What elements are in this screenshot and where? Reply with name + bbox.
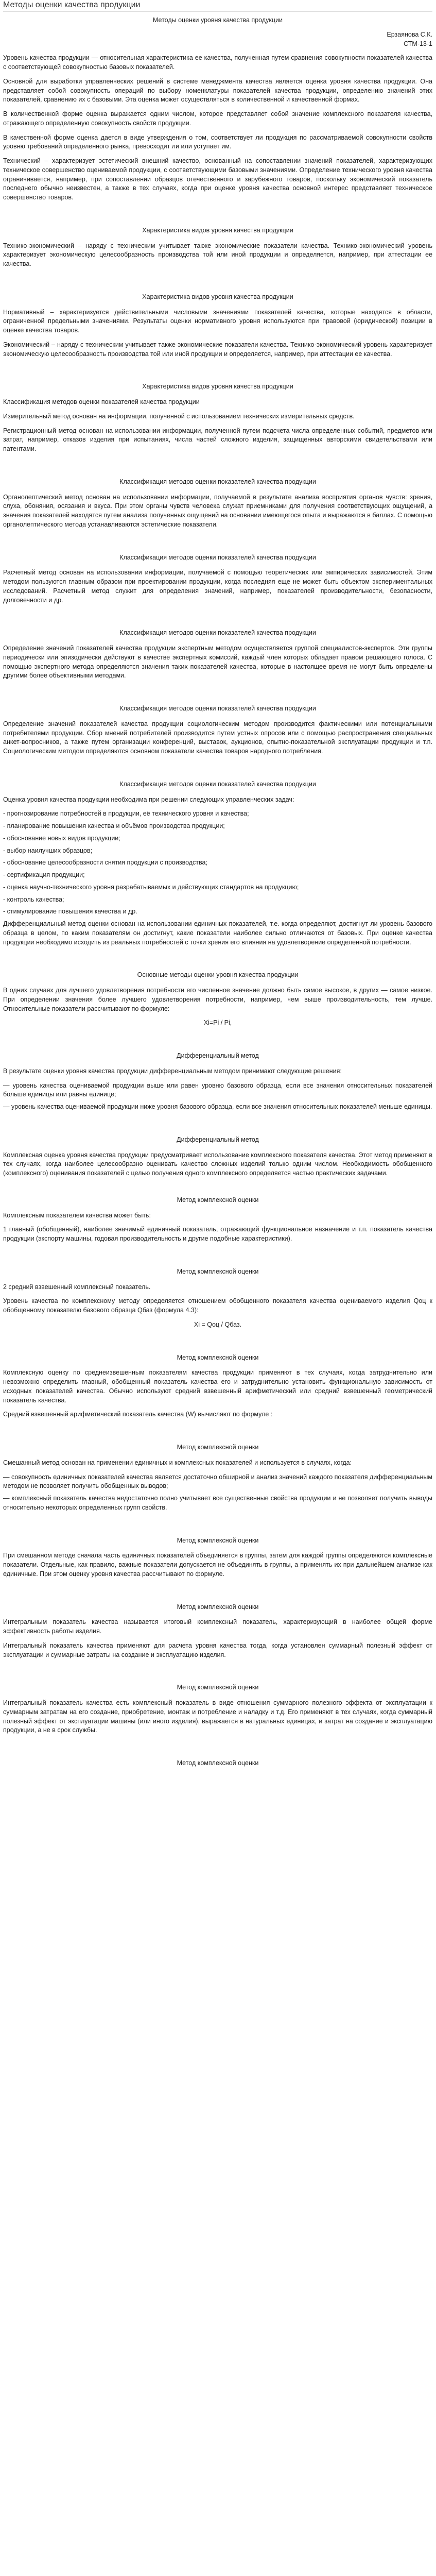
list-item: - обоснование целесообразности снятия продукции с производства; [3,859,207,867]
section-paragraph: Комплексным показателем качества может быть: [3,1211,151,1219]
intro-section [3,54,432,202]
section-paragraph: Технико-экономический – наряду с техническим учитывает также экономические показатели качества. Технико-экономический уровень характеризует экономическую целесообразность производства той или иной продукции и определяется, например, при аттестации ее качества. [3,242,432,267]
section-heading: Метод комплексной оценки [177,1444,259,1451]
document-body [3,12,432,1768]
section-paragraph: Средний взвешенный арифметический показатель качества (W) вычисляют по формуле : [3,1411,273,1418]
section-paragraph: Интегральный показатель качества есть комплексный показатель в виде отношения суммарного полезного эффекта от эксплуатации к суммарным затратам на его создание, приобретение, монтаж и потребление и наладку и т.д. Его применяют в тех случаях, когда суммарный полезный эффект от эксплуатации машины (или иного изделия), выражается в натуральных единицах, и затрат на создание и эксплуатацию продукции, а не в срок службы. [3,1699,432,1734]
section-paragraph: Измерительный метод основан на информации, полученной с использованием технических измерительных средств. [3,412,355,420]
section-heading: Характеристика видов уровня качества продукции [142,226,293,234]
section-heading: Основные методы оценки уровня качества продукции [137,971,299,979]
section-heading: Метод комплексной оценки [177,1684,259,1691]
section-paragraph: Регистрационный метод основан на использовании информации, полученной путем подсчета числа определенных событий, предметов или затрат, например, отказов изделия при испытаниях, числа частей сложного изделия, защищенных авторскими свидетельствами или патентами. [3,427,432,452]
formula: Xi=Pi / Pi, [203,1019,232,1027]
document-section [3,478,432,530]
section-heading: Дифференциальный метод [177,1052,259,1059]
list-item: - планирование повышения качества и объёмов производства продукции; [3,822,225,829]
section-paragraph: 2 средний взвешенный комплексный показатель. [3,1283,151,1291]
document-section [3,704,432,756]
section-heading: Классификация методов оценки показателей качества продукции [119,629,316,637]
group-code: СТМ-13-1 [404,40,432,47]
document-section [3,971,432,1028]
section-heading: Метод комплексной оценки [177,1267,259,1275]
document-section [3,1052,432,1112]
list-item: — совокупность единичных показателей качества является достаточно обширной и анализ значений каждого показателя дифференциальным методом не позволяет получить обобщенных выводов; [3,1473,432,1490]
list-item: — уровень качества оцениваемой продукции выше или равен уровню базового образца, если все значения относительных показателей больше единицы или равны единице; [3,1081,432,1098]
section-paragraph: Интегральный показатель качества применяют для расчета уровня качества тогда, когда установлен суммарный полезный эффект от эксплуатации и суммарные затраты на создание и эксплуатацию изделия. [3,1641,432,1658]
document-section [3,1443,432,1513]
section-paragraph: Органолептический метод основан на использовании информации, получаемой в результате анализа восприятия органов чувств: зрения, слуха, обоняния, осязания и вкуса. При этом органы чувств человека служат приемниками для получения соответствующих ощущений, а значения показателей находятся путем анализа полученных ощущений на основании имеющегося опыта и выражаются в баллах. С помощью органолептического метода устанавливаются эстетические показатели. [3,493,432,528]
section-paragraph: Нормативный – характеризуется действительными числовыми значениями показателей качества, которые находятся в области, ограниченной предельными значениями. Результаты оценки нормативного уровня используются при правовой (юридической) позиции в оценке качества товаров. [3,308,432,334]
formula: Xi = Qоц / Qбаз. [194,1320,242,1328]
sections-container [3,226,432,1768]
section-heading: Характеристика видов уровня качества продукции [142,293,293,300]
intro-paragraph: В количественной форме оценка выражается одним числом, которое представляет собой значение комплексного показателя качества, отражающего определенную совокупность свойств продукции. [3,110,432,127]
section-heading: Классификация методов оценки показателей качества продукции [119,780,316,788]
document-section [3,1603,432,1660]
section-paragraph: Смешанный метод основан на применении единичных и комплексных показателей и используется в случаях, когда: [3,1459,352,1466]
document-section [3,1683,432,1735]
page-title: Методы оценки качества продукции [3,0,432,12]
section-heading: Дифференциальный метод [177,1136,259,1143]
document-section [3,1353,432,1420]
document-section [3,553,432,605]
section-paragraph: Интегральным показатель качества называется итоговый комплексный показатель, характеризующий в наиболее общей форме эффективность работы изделия. [3,1618,432,1635]
document-subtitle: Методы оценки уровня качества продукции [153,16,283,24]
list-item: - выбор наилучших образцов; [3,846,93,854]
document-section [3,293,432,359]
section-paragraph: Комплексную оценку по среднеизвешенным показателям качества продукции применяют в тех случаях, когда затруднительно или невозможно определить главный, обобщенный показатель качества его и затруднительно установить функциональную зависимость от исходных показателей качества. Обычно используют средний взвешенный арифметический или средний взвешенный геометрический показатель качества. [3,1369,432,1404]
section-paragraph: Классификация методов оценки показателей качества продукции [3,398,200,405]
document-section [3,1196,432,1244]
document-section [3,1136,432,1178]
document-section [3,629,432,681]
list-item: - обоснование новых видов продукции; [3,834,120,842]
list-item: - стимулирование повышения качества и др. [3,908,137,916]
document-section [3,1759,432,1768]
list-item: — уровень качества оцениваемой продукции ниже уровня базового образца, если все значения относительных показателей меньше единицы. [3,1103,432,1110]
section-paragraph: Комплексная оценка уровня качества продукции предусматривает использование комплексного показателя качества. Этот метод применяют в тех случаях, когда наиболее целесообразно оценивать качество сложных изделий только одним числом. Необходимость обобщенного (комплексного) оценивания показателей с целью получения одного комплексного определяется частью практических задачами. [3,1151,432,1177]
list-item: — комплексный показатель качества недостаточно полно учитывает все существенные свойства продукции и не позволяет получить выводы относительно некоторых определенных групп свойств. [3,1495,432,1511]
section-heading: Метод комплексной оценки [177,1759,259,1767]
document-section [3,226,432,269]
section-heading: Характеристика видов уровня качества продукции [142,383,293,391]
intro-paragraph: Уровень качества продукции — относительная характеристика ее качества, полученная путем сравнения совокупности показателей качества с соответствующей совокупностью базовых показателей. [3,54,432,71]
section-paragraph: 1 главный (обобщенный), наиболее значимый единичный показатель, отражающий функциональное назначение и т.п. показатель качества продукции (экспорту машины, годовая производительность и другие подобные характеристики). [3,1226,432,1242]
document-section [3,382,432,454]
section-heading: Метод комплексной оценки [177,1353,259,1361]
section-paragraph: Определение значений показателей качества продукции социологическим методом производится фактическими или потенциальными потребителями продукции. Сбор мнений потребителей производится путем устных опросов или с помощью распространения специальных анкет-вопросников, а также путем организации конференций, выставок, аукционов, опытно-показательной эксплуатации продукции и т.п. Социологическим методом определяются основном показатели качества товаров народного потребления. [3,720,432,755]
section-heading: Классификация методов оценки показателей качества продукции [119,553,316,561]
section-heading: Метод комплексной оценки [177,1603,259,1611]
section-paragraph: В результате оценки уровня качества продукции дифференциальным методом принимают следующие решения: [3,1067,342,1075]
section-heading: Классификация методов оценки показателей качества продукции [119,478,316,485]
section-paragraph: Уровень качества по комплексному методу определяется отношением обобщенного показателя качества оцениваемого изделия Qоц к обобщенному показателю базового образца Qбаз (формула 4.3): [3,1297,432,1314]
list-item: - оценка научно-технического уровня разрабатываемых и действующих стандартов на продукцию; [3,883,299,891]
section-paragraph: Оценка уровня качества продукции необходима при решении следующих управленческих задач: [3,795,294,803]
section-heading: Метод комплексной оценки [177,1196,259,1204]
document-section [3,1536,432,1579]
intro-paragraph: Технический – характеризует эстетический внешний качество, основанный на сопоставлении значений показателей, характеризующих техническое совершенство оцениваемой продукции, с соответствующими базовыми значениями. Определение технического уровня качества ограничивается, например, при сопоставлении образцов отечественного и зарубежного товаров, поскольку экономический показатель последнего обычно неизвестен, а также в тех случаях, когда при оценке уровня качества основной интерес представляет техническое совершенство товаров. [3,157,432,201]
document-section [3,780,432,947]
intro-paragraph: В качественной форме оценка дается в виде утверждения о том, соответствует ли продукция по рассматриваемой совокупности свойств уровню требований определенного рынка, превосходит ли или уступает им. [3,133,432,150]
list-item: - контроль качества; [3,895,64,903]
section-paragraph: Расчетный метод основан на использовании информации, получаемой с помощью теоретических или эмпирических зависимостей. Этим методом пользуются главным образом при проектировании продукции, когда последняя еще не может быть объектом экспериментальных исследований. Расчетный метод служит для определения значений, например, показателей производительности, безопасности, долговечности и др. [3,569,432,604]
intro-paragraph: Основной для выработки управленческих решений в системе менеджмента качества является оценка уровня качества продукции. Она представляет собой совокупность операций по выбору номенклатуры показателей качества продукции, определению значений этих показателей, сравнению их с базовыми. Эта оценка может осуществляться в количественной и качественной формах. [3,77,432,104]
section-paragraph: Экономический – наряду с техническим учитывает также экономические показатели качества. Технико-экономический уровень характеризует экономическую целесообразность производства той или иной продукции и определяется, например, при аттестации ее качества. [3,341,432,358]
document-section [3,1267,432,1330]
section-paragraph: Определение значений показателей качества продукции экспертным методом осуществляется группой специалистов-экспертов. Эти группы периодически или эпизодически действуют в качестве экспертных комиссий, каждый член которых обладает правом решающего голоса. С помощью экспертного метода определяются значения таких показателей качества, которые в настоящее время не могут быть определены другими более объективными методами. [3,645,432,680]
list-item: - сертификация продукции; [3,871,85,878]
author-name: Ерзаянова С.К. [387,30,432,38]
list-item: - прогнозирование потребностей в продукции, её технического уровня и качества; [3,810,249,818]
section-paragraph: Дифференциальный метод оценки основан на использовании единичных показателей, т.е. когда определяют, достигнут ли уровень базового образца в целом, по каким показателям он достигнут, какие показатели наиболее сильно отличаются от базовых. При оценке качества продукции необходимо исходить из реальных потребностей с точки зрения его влияния на удовлетворение определенной потребности. [3,920,432,946]
section-heading: Метод комплексной оценки [177,1536,259,1544]
section-heading: Классификация методов оценки показателей качества продукции [119,705,316,712]
section-paragraph: В одних случаях для лучшего удовлетворения потребности его численное значение должно быть самое высокое, в других — самое низкое. При определении значения более лучшего удовлетворения потребности, например, чем выше производительность, тем лучше. Относительные показатели рассчитывают по формуле: [3,987,432,1012]
section-paragraph: При смешанном методе сначала часть единичных показателей объединяется в группы, затем для каждой группы определяются комплексные показатели. Отдельные, как правило, важные показатели допускается не объединять в группы, а применять их при дальнейшем анализе как единичные. При этом оценку уровня качества рассчитывают по формуле. [3,1552,432,1578]
